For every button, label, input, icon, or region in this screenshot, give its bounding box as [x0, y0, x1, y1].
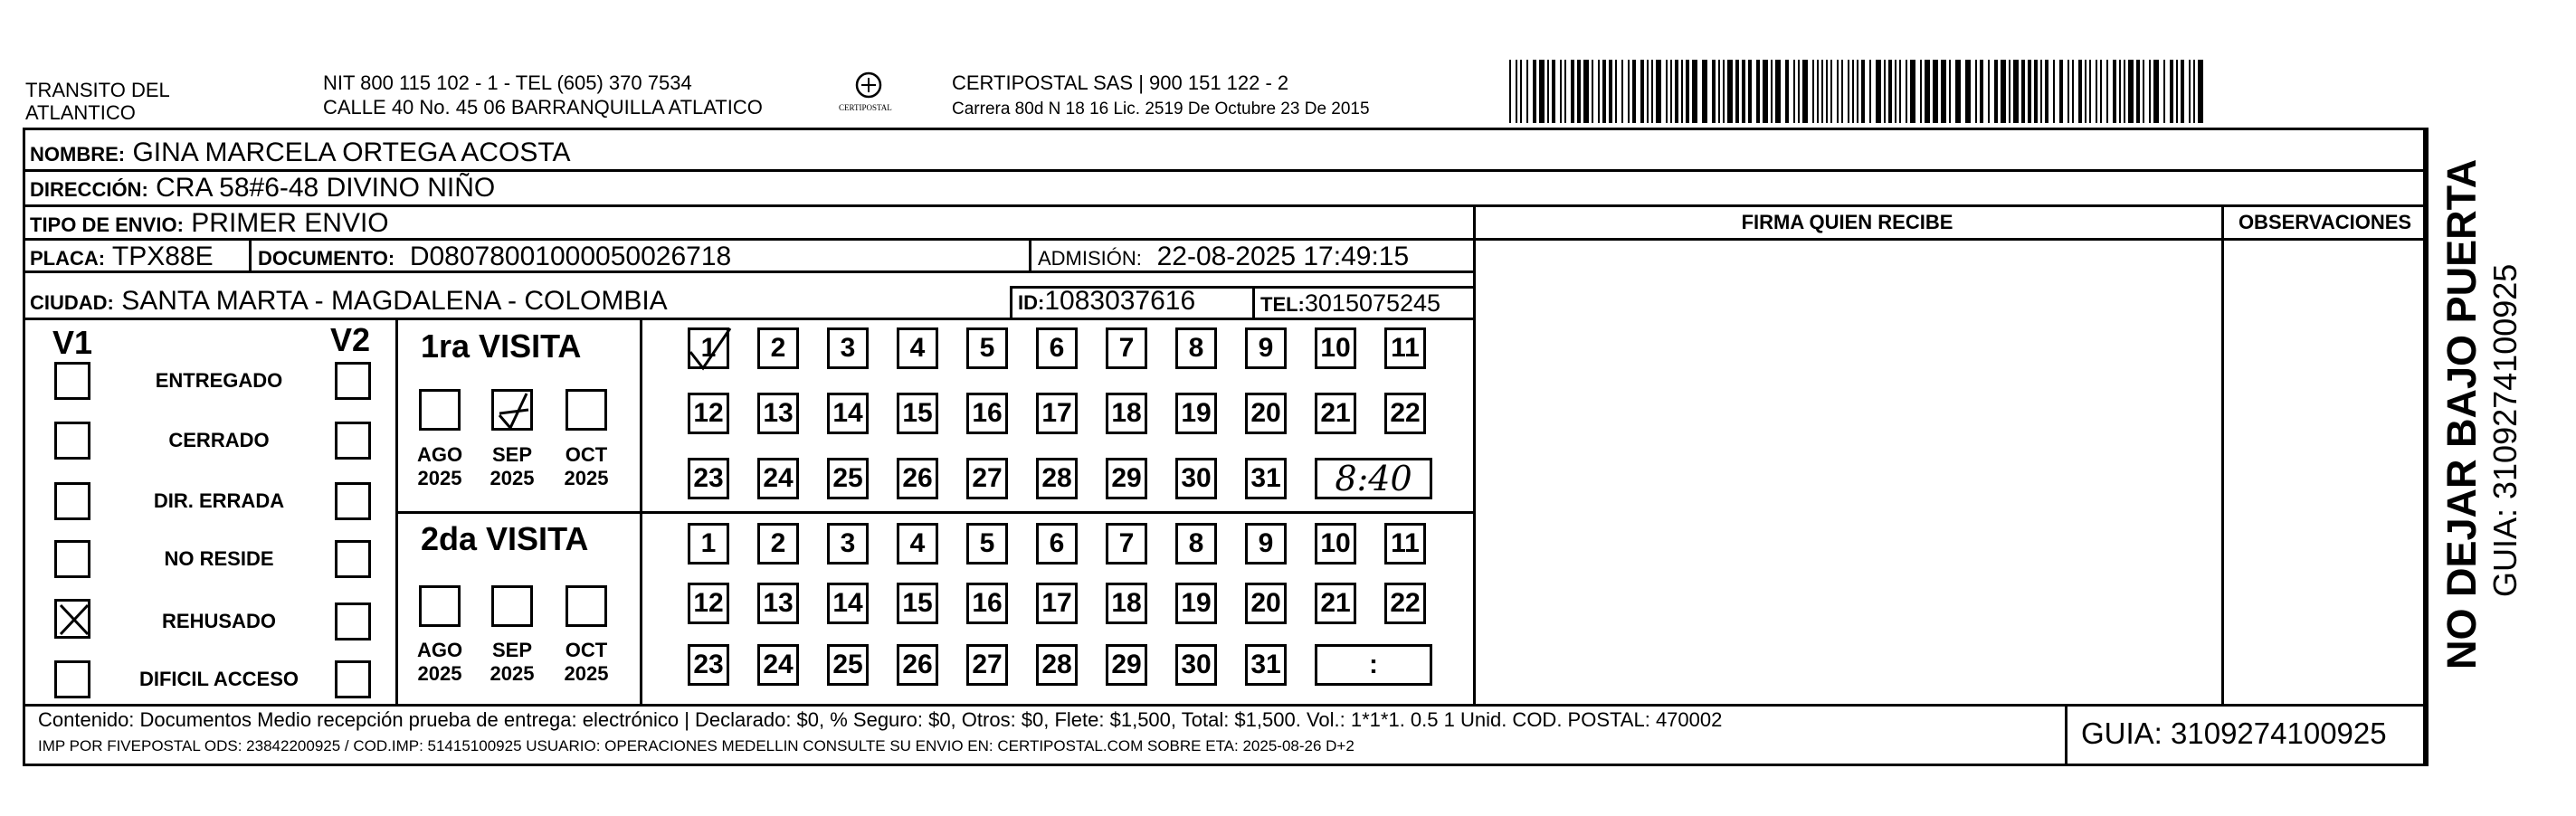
month-checkbox[interactable]: [491, 585, 533, 627]
side-guia: GUIA: 3109274100925: [2486, 263, 2524, 597]
day-box[interactable]: 18: [1106, 583, 1147, 624]
month-label: [413, 639, 467, 686]
barcode-graphic: [1509, 60, 2206, 123]
month-name: OCT: [565, 639, 608, 661]
second-visit-title: 2da VISITA: [421, 520, 589, 557]
placa-value: TPX88E: [111, 242, 214, 271]
direccion-row: DIRECCIÓN: CRA 58#6-48 DIVINO NIÑO: [30, 173, 496, 203]
tipo-envio-value: PRIMER ENVIO: [191, 208, 389, 238]
v1-checkbox[interactable]: [54, 422, 90, 460]
day-box[interactable]: 14: [827, 393, 869, 434]
direccion-value: CRA 58#6-48 DIVINO NIÑO: [156, 173, 496, 203]
status-label: REHUSADO: [162, 610, 276, 632]
month-name: AGO: [416, 639, 463, 661]
v1-checkbox[interactable]: [54, 660, 90, 698]
day-box[interactable]: 20: [1245, 583, 1287, 624]
firma-header: FIRMA QUIEN RECIBE: [1741, 211, 1953, 233]
day-box[interactable]: 24: [757, 458, 799, 499]
v2-checkbox[interactable]: [335, 482, 371, 520]
day-box[interactable]: 12: [688, 393, 729, 434]
month-name: OCT: [565, 443, 608, 466]
barcode: [1509, 60, 2206, 123]
side-warning: NO DEJAR BAJO PUERTA: [2438, 158, 2485, 669]
v2-checkbox[interactable]: [335, 603, 371, 640]
x-mark-icon: [57, 602, 93, 640]
day-box[interactable]: 21: [1315, 583, 1356, 624]
v1-checkbox[interactable]: [54, 599, 90, 639]
day-box[interactable]: 4: [897, 523, 938, 565]
day-box[interactable]: 13: [757, 393, 799, 434]
day-number: 1: [700, 333, 717, 363]
certipostal-logo: [837, 69, 900, 123]
day-box[interactable]: 26: [897, 458, 938, 499]
day-box[interactable]: 30: [1175, 458, 1217, 499]
month-label: [559, 639, 613, 686]
day-box[interactable]: 12: [688, 583, 729, 624]
month-checkbox[interactable]: [566, 585, 607, 627]
company-line: CERTIPOSTAL SAS | 900 151 122 - 2: [952, 71, 1289, 94]
v1-checkbox[interactable]: [54, 362, 90, 400]
status-label: NO RESIDE: [164, 547, 274, 570]
month-year: 2025: [564, 467, 609, 489]
day-box[interactable]: 16: [966, 393, 1008, 434]
month-label: [559, 443, 613, 490]
first-visit-title: 1ra VISITA: [421, 327, 582, 365]
day-box[interactable]: 23: [688, 458, 729, 499]
day-box[interactable]: 8: [1175, 327, 1217, 369]
v2-checkbox[interactable]: [335, 540, 371, 578]
month-name: SEP: [491, 639, 533, 661]
month-checkbox[interactable]: [419, 389, 461, 431]
status-label: DIFICIL ACCESO: [138, 668, 299, 690]
day-box[interactable]: 17: [1036, 393, 1078, 434]
day-box[interactable]: 11: [1384, 523, 1426, 565]
month-year: 2025: [417, 662, 462, 685]
day-box[interactable]: 6: [1036, 523, 1078, 565]
v2-checkbox[interactable]: [335, 362, 371, 400]
second-visit-time[interactable]: :: [1315, 644, 1432, 686]
first-visit-time[interactable]: 8:40: [1315, 458, 1432, 499]
month-label: [485, 443, 539, 490]
v2-label: V2: [330, 321, 371, 358]
day-box[interactable]: 27: [966, 644, 1008, 686]
check-mark-icon: [683, 325, 737, 375]
day-box[interactable]: 7: [1106, 523, 1147, 565]
status-label: CERRADO: [168, 429, 270, 451]
day-box[interactable]: 7: [1106, 327, 1147, 369]
ciudad-value: SANTA MARTA - MAGDALENA - COLOMBIA: [121, 286, 668, 316]
sender-name-line2: ATLANTICO: [25, 101, 136, 124]
day-box[interactable]: 5: [966, 523, 1008, 565]
month-name: SEP: [491, 443, 533, 466]
placa-field: PLACA: TPX88E: [30, 242, 214, 271]
day-box[interactable]: 4: [897, 327, 938, 369]
id-value: 1083037616: [1044, 286, 1196, 316]
day-box[interactable]: 1: [688, 523, 729, 565]
v2-checkbox[interactable]: [335, 660, 371, 698]
sender-nit: NIT 800 115 102 - 1 - TEL (605) 370 7534: [323, 71, 692, 94]
day-box[interactable]: 29: [1106, 458, 1147, 499]
month-checkbox[interactable]: [566, 389, 607, 431]
day-box[interactable]: 31: [1245, 458, 1287, 499]
observaciones-header: OBSERVACIONES: [2238, 211, 2412, 233]
month-name: AGO: [416, 443, 463, 466]
day-box[interactable]: 8: [1175, 523, 1217, 565]
day-box[interactable]: 20: [1245, 393, 1287, 434]
day-box[interactable]: 13: [757, 583, 799, 624]
ciudad-field: CIUDAD: SANTA MARTA - MAGDALENA - COLOMBIA: [30, 286, 668, 316]
day-box[interactable]: 9: [1245, 523, 1287, 565]
day-box[interactable]: 14: [827, 583, 869, 624]
tel-value: 3015075245: [1304, 289, 1441, 317]
day-box[interactable]: 16: [966, 583, 1008, 624]
v2-checkbox[interactable]: [335, 422, 371, 460]
month-label: [485, 639, 539, 686]
day-box[interactable]: 25: [827, 458, 869, 499]
day-box[interactable]: [688, 327, 729, 369]
day-box[interactable]: 30: [1175, 644, 1217, 686]
month-year: 2025: [417, 467, 462, 489]
month-label: [413, 443, 467, 490]
day-box[interactable]: 25: [827, 644, 869, 686]
day-box[interactable]: 23: [688, 644, 729, 686]
day-box[interactable]: 5: [966, 327, 1008, 369]
day-box[interactable]: 22: [1384, 393, 1426, 434]
logo-text: CERTIPOSTAL: [839, 103, 892, 112]
day-box[interactable]: 26: [897, 644, 938, 686]
day-box[interactable]: 17: [1036, 583, 1078, 624]
tipo-envio-row: TIPO DE ENVIO: PRIMER ENVIO: [30, 208, 389, 238]
license-line: Carrera 80d N 18 16 Lic. 2519 De Octubre 23 De 2015: [952, 100, 1370, 119]
day-box[interactable]: 29: [1106, 644, 1147, 686]
day-box[interactable]: 6: [1036, 327, 1078, 369]
day-box[interactable]: 24: [757, 644, 799, 686]
check-mark-icon: [494, 392, 536, 433]
day-box[interactable]: 15: [897, 393, 938, 434]
day-box[interactable]: 3: [827, 523, 869, 565]
v1-checkbox[interactable]: [54, 482, 90, 520]
documento-field: DOCUMENTO: D08078001000050026718: [258, 242, 732, 271]
day-box[interactable]: 2: [757, 327, 799, 369]
day-box[interactable]: 10: [1315, 523, 1356, 565]
tel-field: TEL:3015075245: [1260, 289, 1441, 317]
month-checkbox[interactable]: [419, 585, 461, 627]
footer-imp-line: IMP POR FIVEPOSTAL ODS: 23842200925 / COD.IMP: 51415100925 USUARIO: OPERACIONES MEDELLIN CONSULTE SU ENVIO EN: CERTIPOSTAL.COM SOBRE ETA: 2025-08-26 D+2: [38, 737, 1355, 754]
day-box[interactable]: 22: [1384, 583, 1426, 624]
day-box[interactable]: 28: [1036, 644, 1078, 686]
footer-guia: GUIA: 3109274100925: [2081, 716, 2387, 750]
day-box[interactable]: 2: [757, 523, 799, 565]
day-box[interactable]: 18: [1106, 393, 1147, 434]
documento-value: D08078001000050026718: [409, 242, 732, 271]
day-box[interactable]: 10: [1315, 327, 1356, 369]
sender-name-line1: TRANSITO DEL: [25, 79, 170, 101]
nombre-row: NOMBRE: GINA MARCELA ORTEGA ACOSTA: [30, 138, 571, 167]
day-box[interactable]: 28: [1036, 458, 1078, 499]
sender-address: CALLE 40 No. 45 06 BARRANQUILLA ATLATICO: [323, 96, 763, 119]
admision-value: 22-08-2025 17:49:15: [1156, 242, 1410, 271]
nombre-value: GINA MARCELA ORTEGA ACOSTA: [132, 138, 571, 167]
month-year: 2025: [564, 662, 609, 685]
v1-checkbox[interactable]: [54, 540, 90, 578]
admision-field: ADMISIÓN: 22-08-2025 17:49:15: [1038, 242, 1410, 271]
day-box[interactable]: 21: [1315, 393, 1356, 434]
footer-content-line: Contenido: Documentos Medio recepción prueba de entrega: electrónico | Declarado: $0, % Seguro: $0, Otros: $0, Flete: $1,500, Total: $1,500. Vol.: 1*1*1. 0.5 1 Unid. COD. POSTAL: 470002: [38, 708, 1723, 731]
day-box[interactable]: 27: [966, 458, 1008, 499]
day-box[interactable]: 15: [897, 583, 938, 624]
status-label: ENTREGADO: [155, 369, 283, 392]
id-field: ID:1083037616: [1018, 286, 1196, 316]
month-year: 2025: [490, 662, 535, 685]
day-box[interactable]: 11: [1384, 327, 1426, 369]
day-box[interactable]: 9: [1245, 327, 1287, 369]
v1-label: V1: [52, 324, 93, 361]
day-box[interactable]: 19: [1175, 393, 1217, 434]
month-checkbox[interactable]: [491, 389, 533, 431]
day-box[interactable]: 19: [1175, 583, 1217, 624]
day-box[interactable]: 3: [827, 327, 869, 369]
status-label: DIR. ERRADA: [153, 489, 285, 512]
month-year: 2025: [490, 467, 535, 489]
day-box[interactable]: 31: [1245, 644, 1287, 686]
logo-icon: [837, 69, 900, 123]
